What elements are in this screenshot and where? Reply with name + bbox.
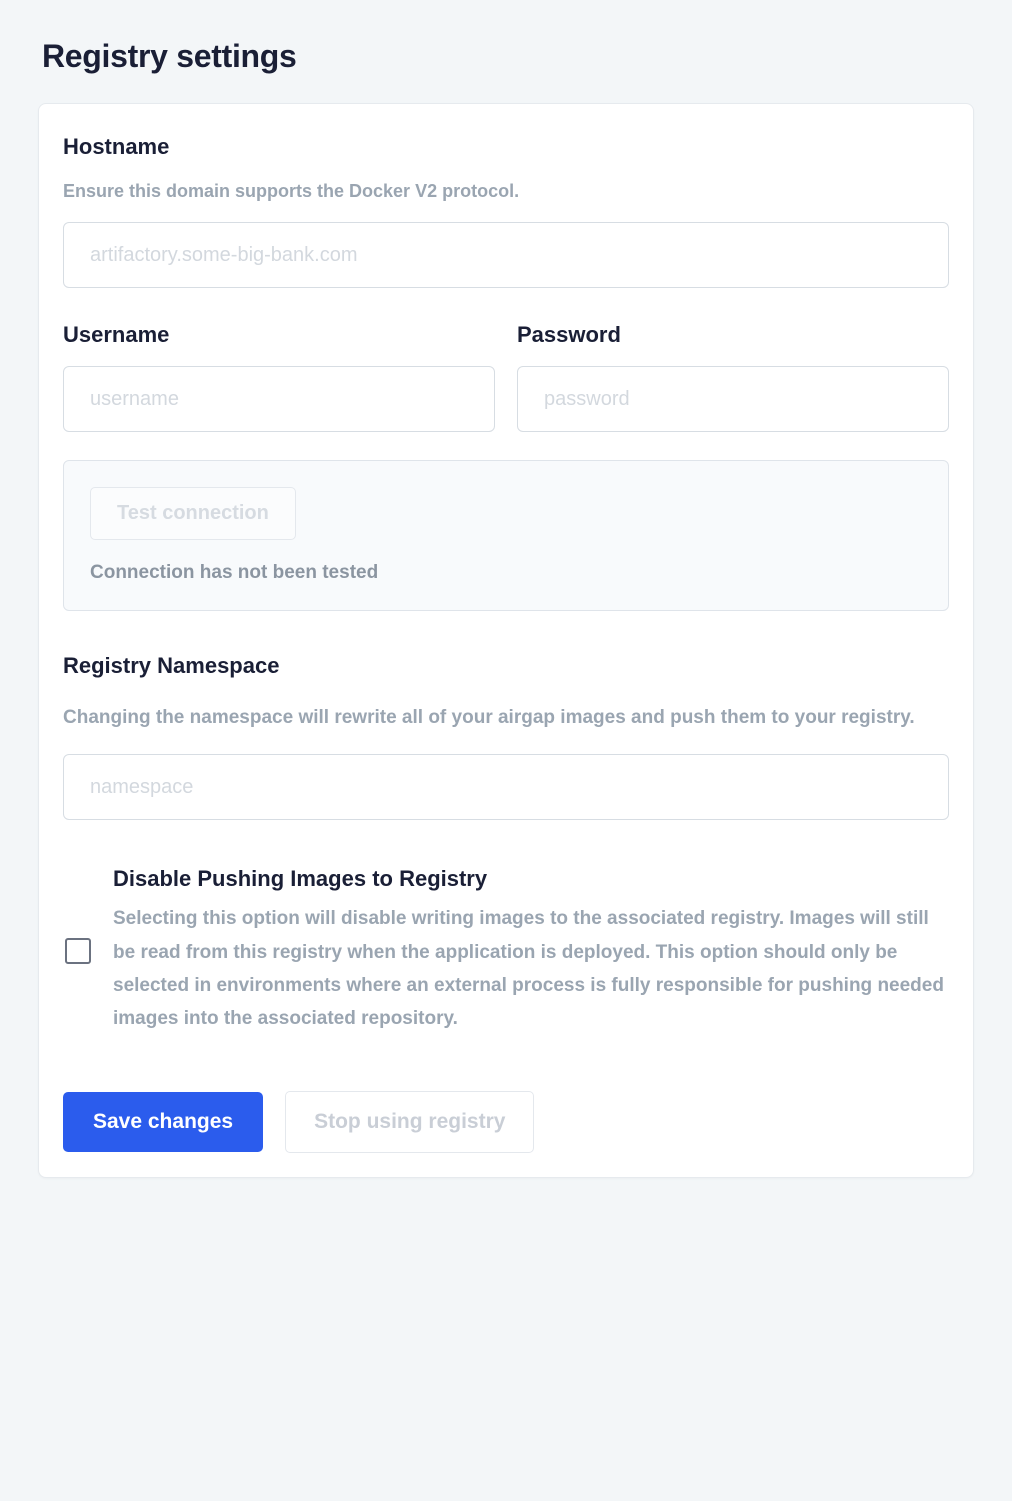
- username-input[interactable]: [63, 366, 495, 432]
- password-label: Password: [517, 322, 621, 348]
- password-input[interactable]: [517, 366, 949, 432]
- disable-push-row: [63, 866, 949, 1035]
- registry-namespace-description: Changing the namespace will rewrite all of your airgap images and push them to your registry.: [63, 707, 915, 729]
- stop-using-registry-button[interactable]: Stop using registry: [285, 1091, 534, 1153]
- connection-status-text: Connection has not been tested: [90, 562, 379, 584]
- username-label: Username: [63, 322, 170, 348]
- disable-push-description: Selecting this option will disable writing images to the associated registry. Images will still be read from this registry when the application is deployed. This option should only be selected in environments where an external process is fully responsible for pushing needed images into the associated repository.: [113, 908, 944, 1030]
- hostname-label: Hostname: [63, 134, 170, 159]
- disable-push-checkbox[interactable]: [65, 938, 91, 964]
- namespace-input[interactable]: [63, 754, 949, 820]
- disable-push-texts: [113, 866, 949, 1035]
- save-changes-button[interactable]: Save changes: [63, 1092, 263, 1152]
- registry-namespace-label: Registry Namespace: [63, 653, 280, 679]
- hostname-input[interactable]: [63, 222, 949, 288]
- credentials-row: [63, 322, 949, 432]
- form-actions: [63, 1091, 949, 1153]
- page-title: Registry settings: [42, 38, 297, 74]
- test-connection-button[interactable]: Test connection: [90, 487, 296, 540]
- test-connection-panel: [63, 460, 949, 611]
- disable-push-title: Disable Pushing Images to Registry: [113, 866, 488, 892]
- username-field-group: [63, 322, 495, 432]
- hostname-helper-text: Ensure this domain supports the Docker V2 protocol.: [63, 181, 520, 201]
- registry-settings-card: [38, 103, 974, 1178]
- password-field-group: [517, 322, 949, 432]
